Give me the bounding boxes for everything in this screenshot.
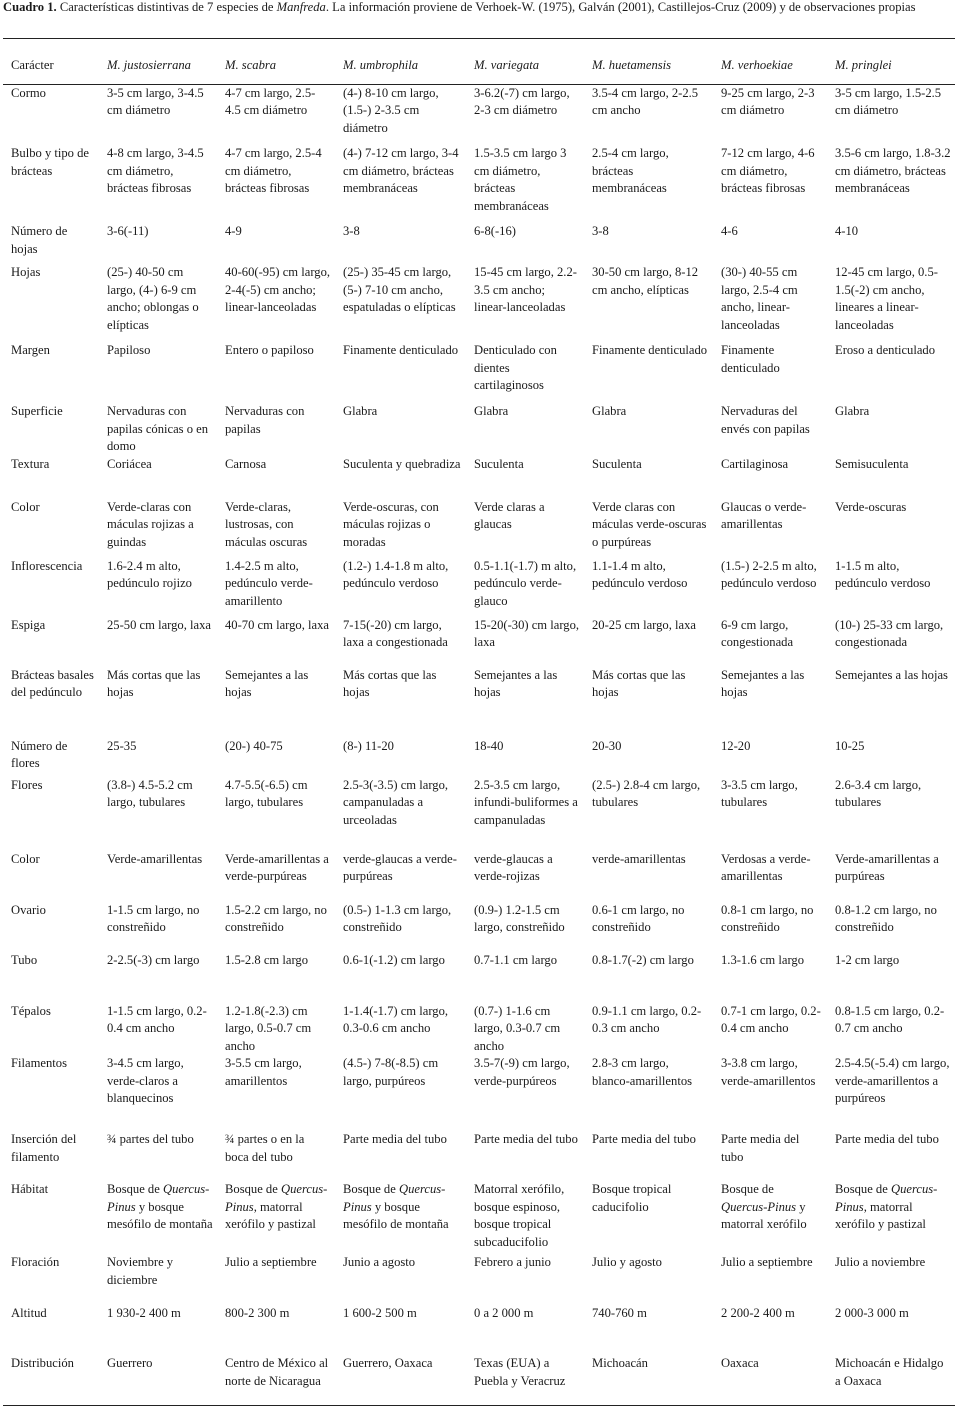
table-cell: Bosque de Quercus-Pinus y bosque mesófilo de montaña <box>107 1182 213 1231</box>
table-cell: 2.6-3.4 cm largo, tubulares <box>835 777 922 809</box>
table-cell: 2 200-2 400 m <box>721 1306 795 1320</box>
table-row <box>3 902 955 952</box>
table-cell: ¾ partes del tubo <box>107 1132 194 1146</box>
table-cell: Matorral xerófilo, bosque espinoso, bosque tropical subcaducifolio <box>474 1182 565 1249</box>
table-cell: 0.8-1.7(-2) cm largo <box>592 952 694 967</box>
table-row <box>3 851 955 902</box>
table-cell: Julio y agosto <box>592 1255 662 1269</box>
table-cell: Cartilaginosa <box>721 456 789 471</box>
table-cell: Verde-claras, lustrosas, con máculas oscuras <box>225 499 308 549</box>
table-cell: (4-) 8-10 cm largo, (1.5-) 2-3.5 cm diámetro <box>343 85 439 135</box>
table-cell: (20-) 40-75 <box>225 738 283 753</box>
table-cell: 20-25 cm largo, laxa <box>592 617 696 632</box>
table-cell: Texas (EUA) a Puebla y Veracruz <box>474 1356 566 1388</box>
table-cell: Junio a agosto <box>343 1255 416 1269</box>
table-row <box>3 738 955 777</box>
header-character: Carácter <box>11 58 54 72</box>
table-row <box>3 1131 955 1181</box>
table-cell: Julio a septiembre <box>225 1255 317 1269</box>
header-species: M. scabra <box>225 58 277 72</box>
table-cell: 1.5-2.2 cm largo, no constreñido <box>225 902 327 934</box>
table-body <box>3 84 955 1405</box>
table-cell: Centro de México al norte de Nicaragua <box>225 1356 329 1388</box>
table-cell: Guerrero <box>107 1356 153 1370</box>
genus-name: Quercus-Pinus <box>225 1182 328 1214</box>
table-cell: (25-) 40-50 cm largo, (4-) 6-9 cm ancho; oblongas o elípticas <box>107 265 199 332</box>
table-cell: ¾ partes o en la boca del tubo <box>225 1132 305 1164</box>
table-cell: 2.8-3 cm largo, blanco-amarillentos <box>592 1056 693 1088</box>
table-cell: 1-1.4(-1.7) cm largo, 0.3-0.6 cm ancho <box>343 1003 449 1035</box>
table-cell: 1-1.5 cm largo, 0.2-0.4 cm ancho <box>107 1003 207 1035</box>
table-row <box>3 403 955 456</box>
table-cell: 2-2.5(-3) cm largo <box>107 952 200 967</box>
table-cell: (1.2-) 1.4-1.8 m alto, pedúnculo verdoso <box>343 558 449 590</box>
row-label: Distribución <box>11 1356 74 1370</box>
table-cell: verde-amarillentas <box>592 851 686 866</box>
table-cell: 0.6-1(-1.2) cm largo <box>343 952 445 967</box>
table-cell: Semejantes a las hojas <box>225 667 309 699</box>
table-caption <box>3 0 955 15</box>
table-cell: 0.6-1 cm largo, no constreñido <box>592 902 685 934</box>
table-cell: 40-60(-95) cm largo, 2-4(-5) cm ancho; linear-lanceoladas <box>225 265 331 314</box>
table-cell: 7-15(-20) cm largo, laxa a congestionada <box>343 617 448 649</box>
table-cell: 12-20 <box>721 738 751 753</box>
table-cell: Verde-amarillentas <box>107 851 203 866</box>
table-cell: Finamente denticulado <box>343 343 459 357</box>
table-cell: 2 000-3 000 m <box>835 1306 909 1320</box>
table-cell: Suculenta y quebradiza <box>343 456 461 471</box>
header-species: M. umbrophila <box>343 58 419 72</box>
table-cell: 800-2 300 m <box>225 1306 290 1320</box>
table-cell: (0.5-) 1-1.3 cm largo, constreñido <box>343 902 452 934</box>
row-label: Cormo <box>11 85 46 100</box>
table-cell: (0.7-) 1-1.6 cm largo, 0.3-0.7 cm ancho <box>474 1003 561 1053</box>
table-cell: Julio a noviembre <box>835 1255 926 1269</box>
table-cell: Parte media del tubo <box>721 1132 800 1164</box>
table-cell: Verdosas a verde-amarillentas <box>721 851 811 883</box>
row-label: Brácteas basales del pedúnculo <box>11 667 94 699</box>
table-row <box>3 1305 955 1355</box>
table-cell: Denticulado con dientes cartilaginosos <box>474 343 557 392</box>
table-cell: (0.9-) 1.2-1.5 cm largo, constreñido <box>474 902 565 934</box>
table-cell: 3-3.8 cm largo, verde-amarillentos <box>721 1056 816 1088</box>
table-cell: Glabra <box>474 404 509 418</box>
row-label: Inserción del filamento <box>11 1132 77 1164</box>
table-cell: 3-5.5 cm largo, amarillentos <box>225 1056 302 1088</box>
table-cell: 15-20(-30) cm largo, laxa <box>474 617 580 649</box>
row-label: Textura <box>11 456 50 471</box>
row-label: Tubo <box>11 952 38 967</box>
table-cell: 3-6.2(-7) cm largo, 2-3 cm diámetro <box>474 85 570 117</box>
table-cell: (1.5-) 2-2.5 m alto, pedúnculo verdoso <box>721 558 817 590</box>
table-row <box>3 952 955 1003</box>
header-species: M. justosierrana <box>107 58 191 72</box>
caption-text-tail: . La información proviene de Verhoek-W. (1975), Galván (2001), Castillejos-Cruz (2009) y de observaciones propias <box>325 0 916 14</box>
table-cell: (2.5-) 2.8-4 cm largo, tubulares <box>592 777 701 809</box>
table-cell: 740-760 m <box>592 1306 647 1320</box>
table-cell: 3-4.5 cm largo, verde-claros a blanquecinos <box>107 1056 184 1105</box>
row-label: Inflorescencia <box>11 558 83 573</box>
table-cell: 4-6 <box>721 224 738 238</box>
table-row <box>3 667 955 738</box>
table-cell: Papiloso <box>107 343 151 357</box>
table-cell: 3.5-6 cm largo, 1.8-3.2 cm diámetro, brácteas membranáceas <box>835 146 951 195</box>
table-row <box>3 617 955 667</box>
genus-name: Quercus-Pinus <box>721 1199 797 1214</box>
table-cell: (25-) 35-45 cm largo, (5-) 7-10 cm ancho, espatuladas o elípticas <box>343 265 456 314</box>
table-cell: 10-25 <box>835 738 865 753</box>
table-row <box>3 1003 955 1056</box>
row-label: Bulbo y tipo de brácteas <box>11 146 90 178</box>
row-label: Número de flores <box>11 738 68 770</box>
table-cell: 7-12 cm largo, 4-6 cm diámetro, brácteas fibrosas <box>721 146 815 195</box>
table-cell: Michoacán e Hidalgo a Oaxaca <box>835 1356 944 1388</box>
header-species: M. pringlei <box>835 58 892 72</box>
table-cell: (4.5-) 7-8(-8.5) cm largo, purpúreos <box>343 1056 439 1088</box>
table-cell: Finamente denticulado <box>592 343 708 357</box>
table-row <box>3 499 955 558</box>
table-cell: Glabra <box>343 404 378 418</box>
table-row <box>3 223 955 264</box>
table-cell: 1 930-2 400 m <box>107 1306 181 1320</box>
table-cell: 4.7-5.5(-6.5) cm largo, tubulares <box>225 777 308 809</box>
table-cell: 3.5-7(-9) cm largo, verde-purpúreos <box>474 1056 570 1088</box>
table-cell: 40-70 cm largo, laxa <box>225 617 329 632</box>
table-cell: verde-glaucas a verde-rojizas <box>474 851 553 883</box>
table-cell: 20-30 <box>592 738 622 753</box>
table-row <box>3 1254 955 1305</box>
table-cell: Finamente denticulado <box>721 343 780 375</box>
table-cell: Suculenta <box>592 456 642 471</box>
table-cell: Guerrero, Oaxaca <box>343 1356 433 1370</box>
table-cell: 3-8 <box>592 224 609 238</box>
table-cell: 1-1.5 m alto, pedúnculo verdoso <box>835 558 931 590</box>
row-label: Altitud <box>11 1306 47 1320</box>
table-cell: Semejantes a las hojas <box>474 667 558 699</box>
row-label: Espiga <box>11 617 46 632</box>
table-cell: Nervaduras con papilas <box>225 404 305 436</box>
row-label: Margen <box>11 343 50 357</box>
table-cell: 1.5-3.5 cm largo 3 cm diámetro, brácteas membranáceas <box>474 146 567 213</box>
table-cell: Verde-amarillentas a verde-purpúreas <box>225 851 329 883</box>
table-cell: (3.8-) 4.5-5.2 cm largo, tubulares <box>107 777 193 809</box>
species-characters-table <box>3 38 955 1406</box>
row-label: Hábitat <box>11 1182 49 1196</box>
table-row <box>3 1055 955 1131</box>
table-cell: 2.5-3.5 cm largo, infundi-buliformes a campanuladas <box>474 777 578 827</box>
table-cell: 1.1-1.4 m alto, pedúnculo verdoso <box>592 558 688 590</box>
table-cell: 1-2 cm largo <box>835 952 900 967</box>
table-cell: 25-35 <box>107 738 137 753</box>
table-cell: Verde-amarillentas a purpúreas <box>835 851 939 883</box>
table-cell: 2.5-4 cm largo, brácteas membranáceas <box>592 146 669 195</box>
table-cell: Carnosa <box>225 456 267 471</box>
table-row <box>3 1181 955 1254</box>
table-cell: Julio a septiembre <box>721 1255 813 1269</box>
table-cell: Bosque de Quercus-Pinus y bosque mesófilo de montaña <box>343 1182 449 1231</box>
genus-name: Quercus-Pinus <box>107 1182 210 1214</box>
table-cell: Entero o papiloso <box>225 343 314 357</box>
row-label: Flores <box>11 777 43 792</box>
table-cell: Más cortas que las hojas <box>107 667 201 699</box>
table-cell: 1.5-2.8 cm largo <box>225 952 309 967</box>
table-cell: Parte media del tubo <box>474 1132 578 1146</box>
table-cell: 3-5 cm largo, 3-4.5 cm diámetro <box>107 85 204 117</box>
table-cell: Semejantes a las hojas <box>835 667 948 682</box>
table-cell: 0.9-1.1 cm largo, 0.2-0.3 cm ancho <box>592 1003 702 1035</box>
table-cell: 0.8-1 cm largo, no constreñido <box>721 902 814 934</box>
table-cell: 0.5-1.1(-1.7) m alto, pedúnculo verde-glauco <box>474 558 577 608</box>
table-cell: 6-8(-16) <box>474 224 516 238</box>
table-cell: Bosque tropical caducifolio <box>592 1182 672 1214</box>
table-cell: 2.5-4.5(-5.4) cm largo, verde-amarillentos a purpúreos <box>835 1056 950 1105</box>
table-cell: Nervaduras con papilas cónicas o en domo <box>107 404 209 453</box>
table-cell: Verde-oscuras, con máculas rojizas o moradas <box>343 499 439 549</box>
table-cell: 1.3-1.6 cm largo <box>721 952 805 967</box>
row-label: Número de hojas <box>11 224 68 256</box>
table-cell: verde-glaucas a verde-purpúreas <box>343 851 457 883</box>
table-cell: 4-7 cm largo, 2.5-4.5 cm diámetro <box>225 85 316 117</box>
row-label: Hojas <box>11 265 41 279</box>
table-cell: Verde-claras con máculas rojizas a guindas <box>107 499 194 549</box>
table-cell: Bosque de Quercus-Pinus y matorral xerófilo <box>721 1182 807 1231</box>
table-cell: Bosque de Quercus-Pinus, matorral xerófilo y pastizal <box>225 1182 328 1231</box>
table-cell: 15-45 cm largo, 2.2-3.5 cm ancho; linear-lanceoladas <box>474 265 577 314</box>
table-cell: (30-) 40-55 cm largo, 2.5-4 cm ancho, linear-lanceoladas <box>721 265 798 332</box>
table-cell: 6-9 cm largo, congestionada <box>721 617 794 649</box>
table-cell: Glabra <box>592 404 627 418</box>
table-row <box>3 145 955 223</box>
table-cell: Semejantes a las hojas <box>721 667 805 699</box>
table-cell: 0.8-1.5 cm largo, 0.2-0.7 cm ancho <box>835 1003 945 1035</box>
table-cell: 4-7 cm largo, 2.5-4 cm diámetro, brácteas fibrosas <box>225 146 322 195</box>
table-cell: Semisuculenta <box>835 456 909 471</box>
table-cell: Noviembre y diciembre <box>107 1255 174 1287</box>
table-cell: (4-) 7-12 cm largo, 3-4 cm diámetro, brácteas membranáceas <box>343 146 459 195</box>
table-cell: Verde claras con máculas verde-oscuras o purpúreas <box>592 499 707 549</box>
table-row <box>3 777 955 851</box>
table-cell: 4-8 cm largo, 3-4.5 cm diámetro, brácteas fibrosas <box>107 146 204 195</box>
table-cell: Parte media del tubo <box>835 1132 939 1146</box>
header-species: M. variegata <box>474 58 540 72</box>
table-cell: Verde claras a glaucas <box>474 499 545 531</box>
table-cell: 18-40 <box>474 738 504 753</box>
table-cell: 25-50 cm largo, laxa <box>107 617 211 632</box>
table-cell: (10-) 25-33 cm largo, congestionada <box>835 617 944 649</box>
table-cell: Febrero a junio <box>474 1255 551 1269</box>
table-cell: Coriácea <box>107 456 152 471</box>
table-cell: 0 a 2 000 m <box>474 1306 534 1320</box>
table-row <box>3 558 955 617</box>
table-cell: 4-10 <box>835 224 859 238</box>
table-cell: 1.2-1.8(-2.3) cm largo, 0.5-0.7 cm ancho <box>225 1003 312 1053</box>
table-row <box>3 84 955 145</box>
table-cell: 3.5-4 cm largo, 2-2.5 cm ancho <box>592 85 699 117</box>
table-cell: Bosque de Quercus-Pinus, matorral xerófilo y pastizal <box>835 1182 938 1231</box>
table-cell: Parte media del tubo <box>592 1132 696 1146</box>
table-cell: Michoacán <box>592 1356 648 1370</box>
table-cell: 0.7-1.1 cm largo <box>474 952 558 967</box>
header-species: M. huetamensis <box>592 58 672 72</box>
table-cell: 9-25 cm largo, 2-3 cm diámetro <box>721 85 815 117</box>
row-label: Superficie <box>11 404 63 418</box>
table-cell: Eroso a denticulado <box>835 343 936 357</box>
table-cell: 3-5 cm largo, 1.5-2.5 cm diámetro <box>835 85 942 117</box>
table-cell: Verde-oscuras <box>835 499 907 514</box>
table-cell: 3-8 <box>343 224 360 238</box>
caption-label: Cuadro 1. <box>3 0 57 14</box>
table-cell: Oaxaca <box>721 1356 759 1370</box>
genus-name: Quercus-Pinus <box>835 1182 938 1214</box>
table-cell: Parte media del tubo <box>343 1132 447 1146</box>
table-cell: 3-6(-11) <box>107 224 149 238</box>
table-cell: 12-45 cm largo, 0.5-1.5(-2) cm ancho, lineares a linear-lanceoladas <box>835 265 938 332</box>
genus-name: Quercus-Pinus <box>343 1182 446 1214</box>
table-cell: 1 600-2 500 m <box>343 1306 417 1320</box>
table-row <box>3 1355 955 1405</box>
table-cell: Más cortas que las hojas <box>343 667 437 699</box>
table-cell: 2.5-3(-3.5) cm largo, campanuladas a urceoladas <box>343 777 449 827</box>
table-cell: Más cortas que las hojas <box>592 667 686 699</box>
row-label: Ovario <box>11 902 46 917</box>
row-label: Color <box>11 499 40 514</box>
row-label: Tépalos <box>11 1003 51 1018</box>
table-cell: 0.7-1 cm largo, 0.2-0.4 cm ancho <box>721 1003 821 1035</box>
table-cell: Nervaduras del envés con papilas <box>721 404 810 436</box>
table-cell: Glaucas o verde-amarillentas <box>721 499 807 531</box>
table-cell: 1-1.5 cm largo, no constreñido <box>107 902 200 934</box>
caption-genus: Manfreda <box>276 0 326 14</box>
table-cell: 30-50 cm largo, 8-12 cm ancho, elípticas <box>592 265 699 297</box>
table-cell: 1.4-2.5 m alto, pedúnculo verde-amarillento <box>225 558 313 608</box>
row-label: Color <box>11 851 40 866</box>
table-row <box>3 264 955 342</box>
table-row <box>3 342 955 403</box>
row-label: Filamentos <box>11 1056 67 1070</box>
table-cell: 3-3.5 cm largo, tubulares <box>721 777 798 809</box>
row-label: Floración <box>11 1255 60 1269</box>
caption-text: Características distintivas de 7 especies de <box>59 0 274 14</box>
table-cell: 1.6-2.4 m alto, pedúnculo rojizo <box>107 558 192 590</box>
table-header-row <box>3 39 955 85</box>
table-cell: Suculenta <box>474 456 524 471</box>
table-row <box>3 456 955 499</box>
table-cell: Glabra <box>835 404 870 418</box>
table-cell: (8-) 11-20 <box>343 738 394 753</box>
table-cell: 0.8-1.2 cm largo, no constreñido <box>835 902 937 934</box>
table-cell: 4-9 <box>225 224 242 238</box>
header-species: M. verhoekiae <box>721 58 793 72</box>
